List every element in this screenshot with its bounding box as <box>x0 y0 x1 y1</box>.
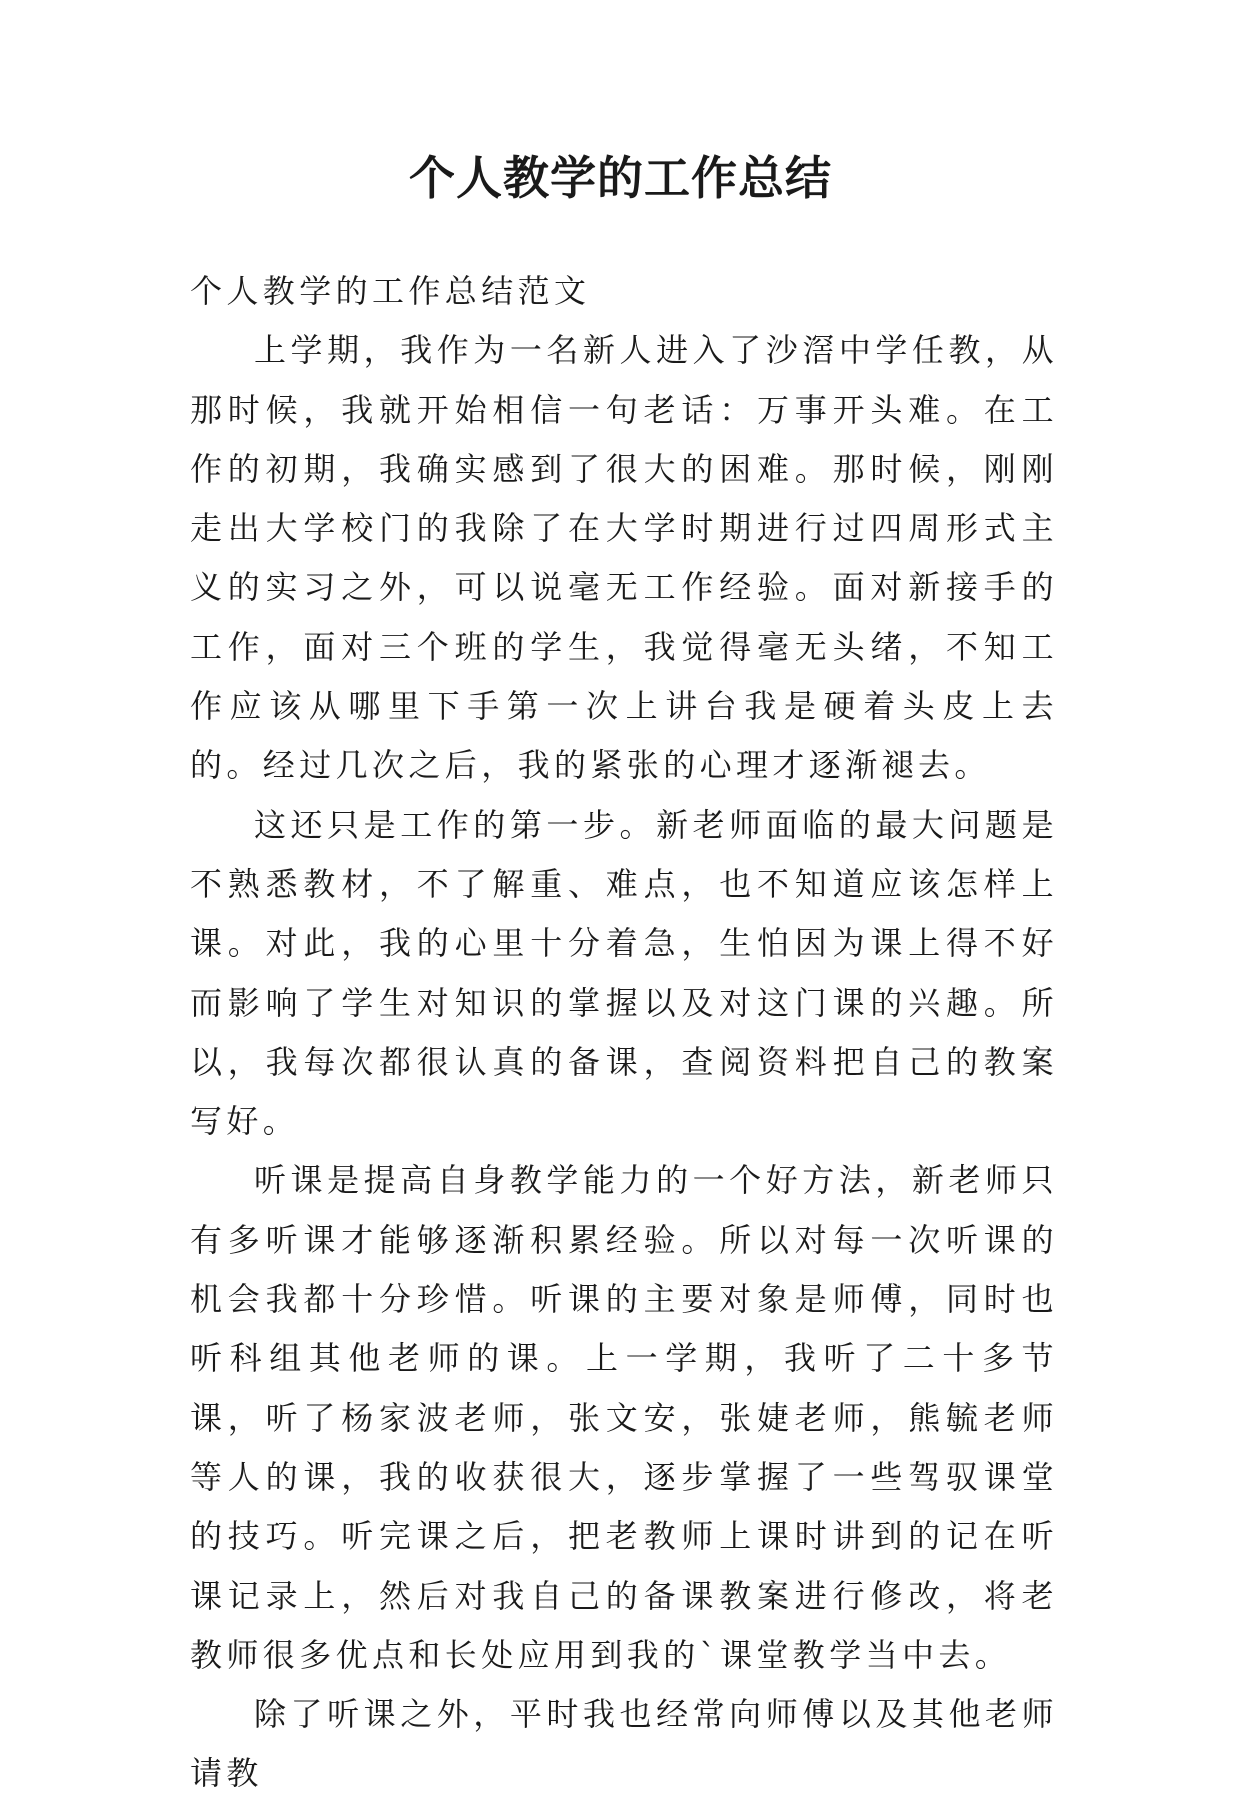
document-body <box>190 262 1058 1804</box>
body-paragraph: 上学期，我作为一名新人进入了沙滘中学任教，从那时候，我就开始相信一句老话：万事开头难。在工作的初期，我确实感到了很大的困难。那时候，刚刚走出大学校门的我除了在大学时期进行过四周形式主义的实习之外，可以说毫无工作经验。面对新接手的工作，面对三个班的学生，我觉得毫无头绪，不知工作应该从哪里下手第一次上讲台我是硬着头皮上去的。经过几次之后，我的紧张的心理才逐渐褪去。 <box>190 331 1058 785</box>
body-paragraph: 这还只是工作的第一步。新老师面临的最大问题是不熟悉教材，不了解重、难点，也不知道应该怎样上课。对此，我的心里十分着急，生怕因为课上得不好而影响了学生对知识的掌握以及对这门课的兴趣。所以，我每次都很认真的备课，查阅资料把自己的教案写好。 <box>190 805 1058 1141</box>
document-subtitle: 个人教学的工作总结范文 <box>190 272 591 310</box>
document-title: 个人教学的工作总结 <box>409 151 832 205</box>
body-paragraph: 除了听课之外，平时我也经常向师傅以及其他老师请教 <box>190 1695 1058 1793</box>
body-paragraph: 听课是提高自身教学能力的一个好方法，新老师只有多听课才能够逐渐积累经验。所以对每一次听课的机会我都十分珍惜。听课的主要对象是师傅，同时也听科组其他老师的课。上一学期，我听了二十多节课，听了杨家波老师，张文安，张婕老师，熊毓老师等人的课，我的收获很大，逐步掌握了一些驾驭课堂的技巧。听完课之后，把老教师上课时讲到的记在听课记录上，然后对我自己的备课教案进行修改，将老教师很多优点和长处应用到我的`课堂教学当中去。 <box>190 1161 1058 1674</box>
